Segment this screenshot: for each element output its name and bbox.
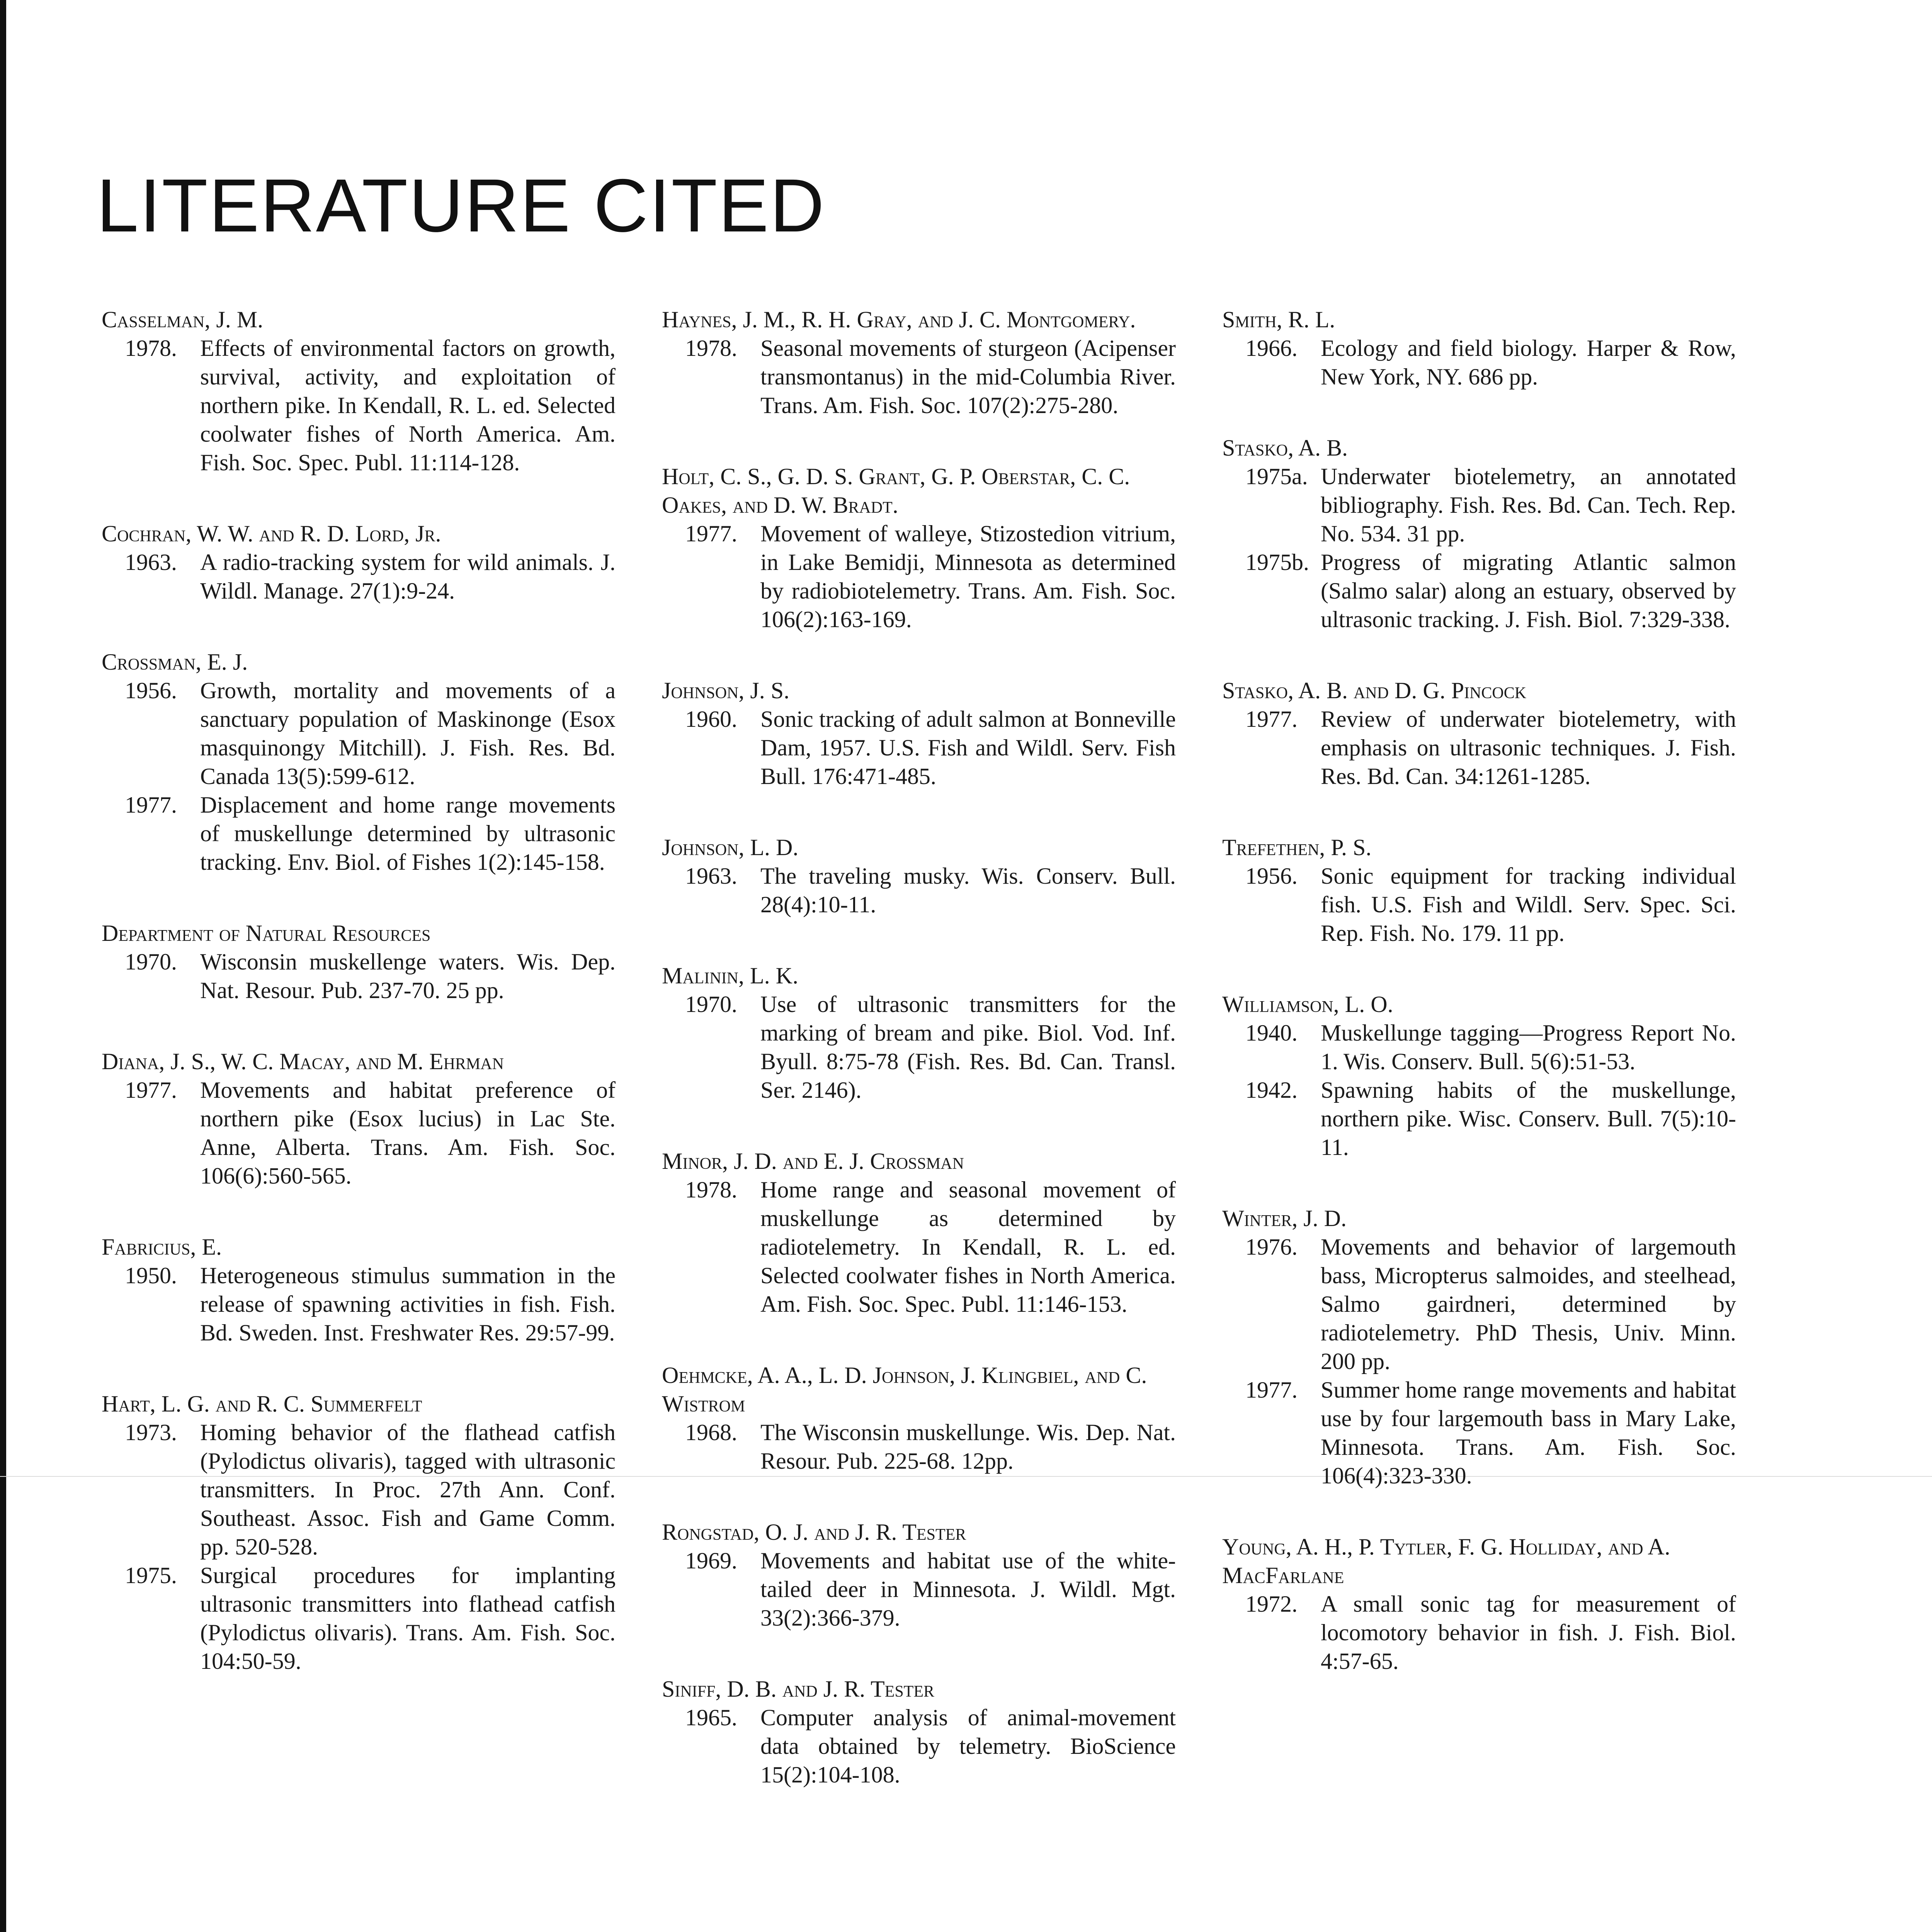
reference-entry	[1222, 1532, 1736, 1675]
reference-year: 1978.	[685, 1177, 737, 1202]
reference-author: Young, A. H., P. Tytler, F. G. Holliday, and A. MacFarlane	[1222, 1534, 1670, 1588]
reference-year: 1950.	[125, 1263, 177, 1288]
reference-entry	[662, 1361, 1176, 1475]
reference-citation	[102, 676, 616, 791]
reference-text: Growth, mortality and movements of a sanctuary population of Maskinonge (Esox masquinongy Mitchill). J. Fish. Res. Bd. Canada 13(5):599-612.	[200, 678, 616, 789]
reference-year: 1977.	[1245, 706, 1298, 732]
reference-year: 1963.	[125, 549, 177, 575]
reference-citation	[662, 862, 1176, 919]
reference-author: Trefethen, P. S.	[1222, 835, 1372, 860]
reference-author: Diana, J. S., W. C. Macay, and M. Ehrman	[102, 1049, 504, 1074]
reference-year: 1970.	[125, 949, 177, 975]
reference-citation	[102, 947, 616, 1005]
reference-year: 1977.	[125, 1077, 177, 1103]
reference-citation	[662, 1546, 1176, 1632]
reference-citation	[1222, 1590, 1736, 1675]
reference-entry	[662, 462, 1176, 634]
reference-entry	[102, 519, 616, 605]
reference-entry	[1222, 305, 1736, 391]
reference-text: Muskellunge tagging—Progress Report No. 1. Wis. Conserv. Bull. 5(6):51-53.	[1321, 1020, 1736, 1074]
reference-citation	[102, 1076, 616, 1190]
reference-author: Minor, J. D. and E. J. Crossman	[662, 1148, 964, 1174]
reference-author: Johnson, L. D.	[662, 835, 799, 860]
reference-text: Surgical procedures for implanting ultrasonic transmitters into flathead catfish (Pylodictus olivaris). Trans. Am. Fish. Soc. 104:50-59.	[200, 1563, 616, 1674]
reference-author: Cochran, W. W. and R. D. Lord, Jr.	[102, 521, 441, 546]
reference-text: Review of underwater biotelemetry, with emphasis on ultrasonic techniques. J. Fish. Res. Bd. Can. 34:1261-1285.	[1321, 706, 1736, 789]
reference-year: 1969.	[685, 1548, 737, 1573]
reference-text: Use of ultrasonic transmitters for the marking of bream and pike. Biol. Vod. Inf. Byull. 8:75-78 (Fish. Res. Bd. Can. Transl. Ser. 2146).	[760, 992, 1176, 1103]
reference-text: Spawning habits of the muskellunge, northern pike. Wisc. Conserv. Bull. 7(5):10-11.	[1321, 1077, 1736, 1160]
reference-text: A radio-tracking system for wild animals. J. Wildl. Manage. 27(1):9-24.	[200, 549, 616, 604]
reference-author: Casselman, J. M.	[102, 307, 264, 332]
reference-citation	[1222, 705, 1736, 791]
reference-year: 1965.	[685, 1705, 737, 1730]
reference-citation	[1222, 862, 1736, 947]
reference-entry	[662, 961, 1176, 1104]
reference-author: Holt, C. S., G. D. S. Grant, G. P. Oberstar, C. C. Oakes, and D. W. Bradt.	[662, 464, 1130, 518]
reference-text: Progress of migrating Atlantic salmon (Salmo salar) along an estuary, observed by ultrasonic tracking. J. Fish. Biol. 7:329-338.	[1321, 549, 1736, 632]
reference-entry	[662, 1675, 1176, 1789]
reference-author: Siniff, D. B. and J. R. Tester	[662, 1676, 935, 1702]
reference-citation	[662, 1175, 1176, 1318]
reference-author: Malinin, L. K.	[662, 963, 798, 988]
reference-citation	[1222, 1076, 1736, 1162]
reference-citation	[102, 1418, 616, 1561]
reference-year: 1956.	[1245, 863, 1298, 889]
reference-year: 1977.	[1245, 1377, 1298, 1403]
reference-citation	[662, 1418, 1176, 1475]
reference-author: Williamson, L. O.	[1222, 992, 1393, 1017]
reference-citation	[1222, 462, 1736, 548]
reference-entry	[102, 919, 616, 1005]
reference-year: 1966.	[1245, 335, 1298, 361]
reference-citation	[102, 548, 616, 605]
reference-entry	[662, 305, 1176, 420]
reference-author: Johnson, J. S.	[662, 678, 790, 703]
reference-year: 1975b.	[1245, 549, 1309, 575]
reference-citation	[1222, 548, 1736, 634]
reference-text: A small sonic tag for measurement of locomotory behavior in fish. J. Fish. Biol. 4:57-65.	[1321, 1591, 1736, 1674]
reference-entry	[1222, 990, 1736, 1162]
reference-text: Summer home range movements and habitat use by four largemouth bass in Mary Lake, Minnesota. Trans. Am. Fish. Soc. 106(4):323-330.	[1321, 1377, 1736, 1488]
reference-year: 1977.	[685, 521, 737, 546]
reference-year: 1970.	[685, 992, 737, 1017]
reference-author: Fabricius, E.	[102, 1234, 222, 1260]
reference-text: Underwater biotelemetry, an annotated bibliography. Fish. Res. Bd. Can. Tech. Rep. No. 534. 31 pp.	[1321, 464, 1736, 546]
reference-author: Haynes, J. M., R. H. Gray, and J. C. Montgomery.	[662, 307, 1136, 332]
reference-author: Rongstad, O. J. and J. R. Tester	[662, 1519, 966, 1545]
reference-citation	[1222, 1376, 1736, 1490]
reference-citation	[1222, 1233, 1736, 1376]
reference-entry	[1222, 833, 1736, 947]
reference-text: Movements and habitat use of the white-tailed deer in Minnesota. J. Wildl. Mgt. 33(2):366-379.	[760, 1548, 1176, 1631]
reference-year: 1940.	[1245, 1020, 1298, 1046]
reference-year: 1968.	[685, 1420, 737, 1445]
reference-year: 1978.	[125, 335, 177, 361]
reference-author: Crossman, E. J.	[102, 649, 248, 675]
reference-entry	[102, 1047, 616, 1190]
reference-citation	[662, 1703, 1176, 1789]
reference-year: 1942.	[1245, 1077, 1298, 1103]
page-title: LITERATURE CITED	[97, 163, 826, 248]
reference-year: 1963.	[685, 863, 737, 889]
reference-text: Movements and habitat preference of northern pike (Esox lucius) in Lac Ste. Anne, Alberta. Trans. Am. Fish. Soc. 106(6):560-565.	[200, 1077, 616, 1189]
reference-year: 1960.	[685, 706, 737, 732]
reference-citation	[102, 791, 616, 876]
reference-citation	[1222, 334, 1736, 391]
reference-text: Homing behavior of the flathead catfish (Pylodictus olivaris), tagged with ultrasonic transmitters. In Proc. 27th Ann. Conf. Southeast. Assoc. Fish and Game Comm. pp. 520-528.	[200, 1420, 616, 1560]
reference-citation	[102, 1261, 616, 1347]
reference-entry	[662, 833, 1176, 919]
reference-author: Smith, R. L.	[1222, 307, 1335, 332]
reference-text: Ecology and field biology. Harper & Row, New York, NY. 686 pp.	[1321, 335, 1736, 389]
reference-entry	[1222, 434, 1736, 634]
reference-text: Seasonal movements of sturgeon (Acipenser transmontanus) in the mid-Columbia River. Trans. Am. Fish. Soc. 107(2):275-280.	[760, 335, 1176, 418]
reference-text: Movements and behavior of largemouth bass, Micropterus salmoides, and steelhead, Salmo gairdneri, determined by radiotelemetry. PhD Thesis, Univ. Minn. 200 pp.	[1321, 1234, 1736, 1374]
reference-year: 1976.	[1245, 1234, 1298, 1260]
reference-text: The traveling musky. Wis. Conserv. Bull. 28(4):10-11.	[760, 863, 1176, 917]
reference-citation	[662, 334, 1176, 420]
reference-text: Heterogeneous stimulus summation in the release of spawning activities in fish. Fish. Bd. Sweden. Inst. Freshwater Res. 29:57-99.	[200, 1263, 616, 1345]
reference-author: Winter, J. D.	[1222, 1206, 1347, 1231]
reference-year: 1972.	[1245, 1591, 1298, 1617]
reference-citation	[662, 990, 1176, 1104]
reference-column-3	[1222, 305, 1736, 1718]
reference-citation	[662, 705, 1176, 791]
reference-author: Hart, L. G. and R. C. Summerfelt	[102, 1391, 422, 1417]
reference-entry	[1222, 1204, 1736, 1490]
reference-column-2	[662, 305, 1176, 1832]
reference-text: Home range and seasonal movement of muskellunge as determined by radiotelemetry. In Kendall, R. L. ed. Selected coolwater fishes in North America. Am. Fish. Soc. Spec. Publ. 11:146-153.	[760, 1177, 1176, 1317]
reference-citation	[102, 334, 616, 477]
reference-text: The Wisconsin muskellunge. Wis. Dep. Nat. Resour. Pub. 225-68. 12pp.	[760, 1420, 1176, 1474]
reference-text: Effects of environmental factors on growth, survival, activity, and exploitation of northern pike. In Kendall, R. L. ed. Selected coolwater fishes of North America. Am. Fish. Soc. Spec. Publ. 11:114-128.	[200, 335, 616, 475]
reference-year: 1973.	[125, 1420, 177, 1445]
reference-year: 1975a.	[1245, 464, 1308, 489]
reference-entry	[102, 1233, 616, 1347]
reference-citation	[102, 1561, 616, 1675]
reference-author: Stasko, A. B.	[1222, 435, 1348, 461]
reference-year: 1977.	[125, 792, 177, 818]
reference-text: Sonic tracking of adult salmon at Bonneville Dam, 1957. U.S. Fish and Wildl. Serv. Fish Bull. 176:471-485.	[760, 706, 1176, 789]
reference-citation	[1222, 1019, 1736, 1076]
reference-year: 1975.	[125, 1563, 177, 1588]
reference-text: Computer analysis of animal-movement data obtained by telemetry. BioScience 15(2):104-108.	[760, 1705, 1176, 1787]
reference-entry	[102, 1389, 616, 1675]
reference-text: Wisconsin muskellenge waters. Wis. Dep. Nat. Resour. Pub. 237-70. 25 pp.	[200, 949, 616, 1003]
reference-entry	[662, 676, 1176, 791]
reference-year: 1956.	[125, 678, 177, 703]
reference-entry	[662, 1518, 1176, 1632]
page-left-border	[0, 0, 6, 1932]
reference-entry	[1222, 676, 1736, 791]
reference-text: Sonic equipment for tracking individual fish. U.S. Fish and Wildl. Serv. Spec. Sci. Rep. Fish. No. 179. 11 pp.	[1321, 863, 1736, 946]
reference-text: Displacement and home range movements of muskellunge determined by ultrasonic tracking. Env. Biol. of Fishes 1(2):145-158.	[200, 792, 616, 875]
reference-entry	[662, 1147, 1176, 1318]
reference-entry	[102, 648, 616, 876]
reference-year: 1978.	[685, 335, 737, 361]
reference-author: Stasko, A. B. and D. G. Pincock	[1222, 678, 1527, 703]
reference-text: Movement of walleye, Stizostedion vitrium, in Lake Bemidji, Minnesota as determined by radiobiotelemetry. Trans. Am. Fish. Soc. 106(2):163-169.	[760, 521, 1176, 632]
reference-citation	[662, 519, 1176, 634]
reference-author: Department of Natural Resources	[102, 920, 431, 946]
reference-column-1	[102, 305, 616, 1718]
reference-author: Oehmcke, A. A., L. D. Johnson, J. Klingbiel, and C. Wistrom	[662, 1362, 1147, 1417]
reference-entry	[102, 305, 616, 477]
